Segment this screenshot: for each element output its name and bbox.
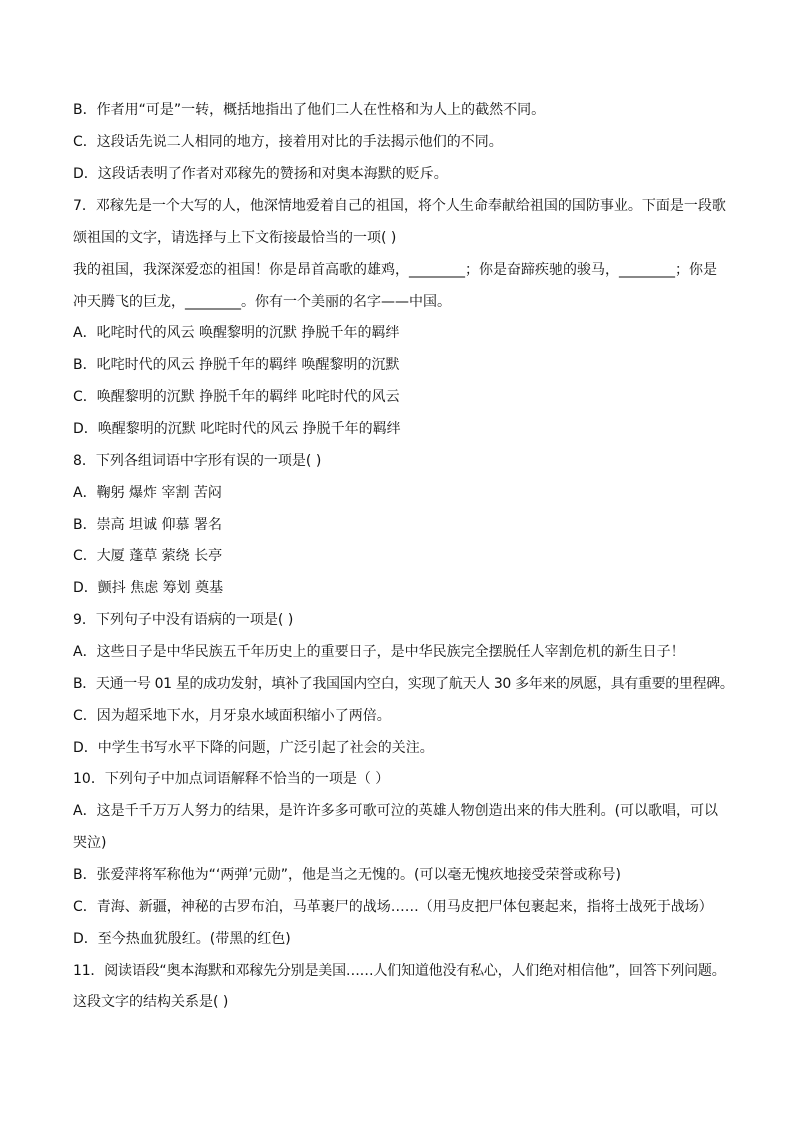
option-8d: D．颤抖 焦虑 筹划 奠基 — [73, 580, 224, 596]
option-10c: C．青海、新疆，神秘的古罗布泊，马革裹尸的战场……（用马皮把尸体包裹起来，指将士战死于战场） — [73, 899, 713, 915]
question-7-passage: 我的祖国，我深深爱恋的祖国！你是昂首高歌的雄鸡，________；你是奋蹄疾驰的骏马，________；你是 — [73, 262, 717, 278]
question-9-stem: 9．下列句子中没有语病的一项是( ) — [73, 612, 294, 628]
option-10d: D．至今热血犹殷红。(带黑的红色) — [73, 931, 291, 947]
option-7b: B．叱咤时代的风云 挣脱千年的羁绊 唤醒黎明的沉默 — [73, 357, 400, 373]
question-10-stem: 10．下列句子中加点词语解释不恰当的一项是（ ） — [73, 771, 390, 787]
option-8b: B．崇高 坦诚 仰慕 署名 — [73, 517, 222, 533]
question-11-stem: 11．阅读语段“奥本海默和邓稼先分别是美国……人们知道他没有私心，人们绝对相信他”，回答下列问题。 — [73, 963, 726, 979]
option-6b: B．作者用“可是”一转，概括地指出了他们二人在性格和为人上的截然不同。 — [73, 102, 546, 118]
option-6d: D．这段话表明了作者对邓稼先的赞扬和对奥本海默的贬斥。 — [73, 166, 448, 182]
option-8c: C．大厦 蓬草 萦绕 长亭 — [73, 548, 223, 564]
option-9a: A．这些日子是中华民族五千年历史上的重要日子，是中华民族完全摆脱任人宰割危机的新生日子！ — [73, 644, 685, 660]
option-9c: C．因为超采地下水，月牙泉水域面积缩小了两倍。 — [73, 708, 391, 724]
option-8a: A．鞠躬 爆炸 宰割 苦闷 — [73, 485, 222, 501]
question-7-stem-cont: 颂祖国的文字，请选择与上下文衔接最恰当的一项( ) — [73, 230, 397, 246]
option-10a-cont: 哭泣) — [73, 835, 107, 851]
option-10a: A．这是千千万万人努力的结果，是许许多多可歌可泣的英雄人物创造出来的伟大胜利。(可以歌唱，可以 — [73, 803, 719, 819]
option-10b: B．张爱萍将军称他为“‘两弹’元勋”，他是当之无愧的。(可以毫无愧疚地接受荣誉或称号) — [73, 867, 621, 883]
option-7d: D．唤醒黎明的沉默 叱咤时代的风云 挣脱千年的羁绊 — [73, 421, 401, 437]
question-11-sub: 这段文字的结构关系是( ) — [73, 994, 229, 1010]
option-9b: B．天通一号 01 星的成功发射，填补了我国国内空白，实现了航天人 30 多年来的夙愿，具有重要的里程碑。 — [73, 676, 734, 692]
question-8-stem: 8．下列各组词语中字形有误的一项是( ) — [73, 453, 322, 469]
option-7a: A．叱咤时代的风云 唤醒黎明的沉默 挣脱千年的羁绊 — [73, 325, 400, 341]
question-7-passage-cont: 冲天腾飞的巨龙，________。你有一个美丽的名字——中国。 — [73, 294, 451, 310]
option-6c: C．这段话先说二人相同的地方，接着用对比的手法揭示他们的不同。 — [73, 134, 503, 150]
question-7-stem: 7．邓稼先是一个大写的人，他深情地爱着自己的祖国，将个人生命奉献给祖国的国防事业。下面是一段歌 — [73, 198, 726, 214]
option-9d: D．中学生书写水平下降的问题，广泛引起了社会的关注。 — [73, 740, 434, 756]
option-7c: C．唤醒黎明的沉默 挣脱千年的羁绊 叱咤时代的风云 — [73, 389, 400, 405]
